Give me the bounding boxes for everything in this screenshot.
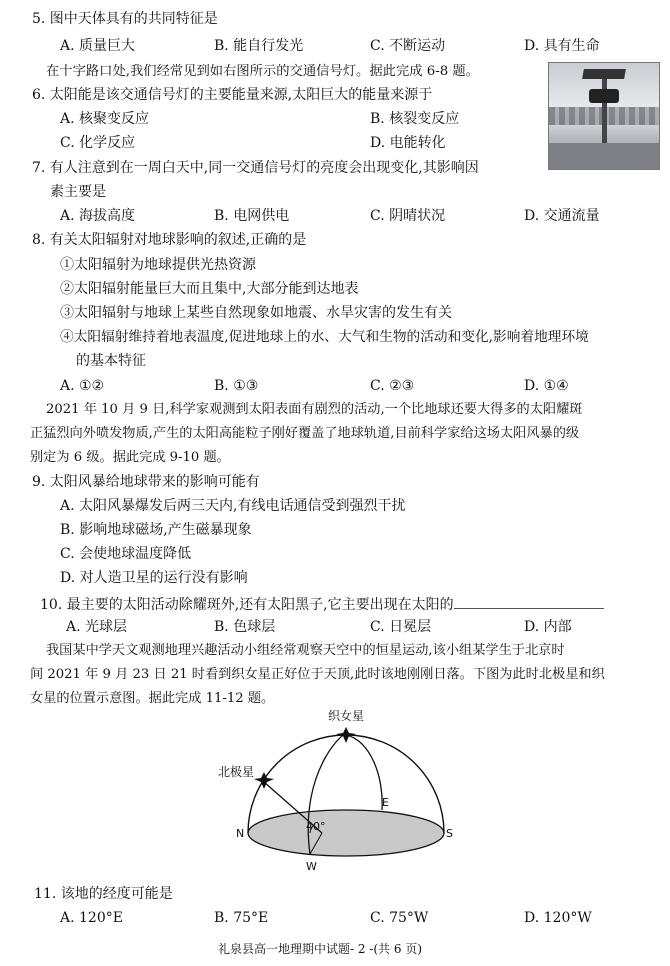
q9-option-b: B. 影响地球磁场,产生磁暴现象 xyxy=(60,522,252,538)
q7-option-c: C. 阴晴状况 xyxy=(370,208,446,224)
intro-9-10-line3: 别定为 6 级。据此完成 9-10 题。 xyxy=(30,450,230,465)
q10-option-c: C. 日冕层 xyxy=(370,619,432,635)
q11-option-c: C. 75°W xyxy=(370,910,429,926)
q7-stem-line1: 7. 有人注意到在一周白天中,同一交通信号灯的亮度会出现变化,其影响因 xyxy=(32,160,479,176)
label-south: S xyxy=(446,827,453,840)
photo-solar-panel xyxy=(582,69,626,79)
q6-option-b: B. 核裂变反应 xyxy=(370,111,460,127)
label-north: N xyxy=(236,827,245,840)
prime-vertical-arc-east xyxy=(346,735,382,810)
q7-stem-line2: 素主要是 xyxy=(50,184,106,200)
q11-option-d: D. 120°W xyxy=(524,910,592,926)
page-footer: 礼泉县高一地理期中试题- 2 -(共 6 页) xyxy=(218,942,423,956)
q10-stem xyxy=(40,594,604,614)
q11-option-b: B. 75°E xyxy=(214,910,269,926)
q9-option-a: A. 太阳风暴爆发后两三天内,有线电话通信受到强烈干扰 xyxy=(60,498,406,514)
q5-option-b: B. 能自行发光 xyxy=(214,38,304,54)
q10-option-d: D. 内部 xyxy=(524,619,572,635)
q10-answer-blank xyxy=(454,594,604,609)
label-polaris: 北极星 xyxy=(218,765,255,779)
photo-road xyxy=(549,143,659,169)
intro-9-10-line2: 正猛烈向外喷发物质,产生的太阳高能粒子刚好覆盖了地球轨道,目前科学家给这场太阳风暴的级 xyxy=(30,426,580,441)
q6-option-a: A. 核聚变反应 xyxy=(60,111,150,127)
q10-option-b: B. 色球层 xyxy=(214,619,276,635)
q6-option-c: C. 化学反应 xyxy=(60,135,136,151)
intro-9-10-line1: 2021 年 10 月 9 日,科学家观测到太阳表面有剧烈的活动,一个比地球还要大得多的太阳耀斑 xyxy=(46,402,583,417)
photo-signal-box xyxy=(589,89,619,103)
q8-option-c: C. ②③ xyxy=(370,378,415,394)
celestial-sphere-diagram xyxy=(210,706,470,882)
q5-option-a: A. 质量巨大 xyxy=(60,38,136,54)
q8-statement-1: ①太阳辐射为地球提供光热资源 xyxy=(60,257,256,273)
horizon-plane xyxy=(248,810,444,856)
q6-stem: 6. 太阳能是该交通信号灯的主要能量来源,太阳巨大的能量来源于 xyxy=(32,87,433,103)
q9-option-d: D. 对人造卫星的运行没有影响 xyxy=(60,570,248,586)
intro-11-12-line1: 我国某中学天文观测地理兴趣活动小组经常观察天空中的恒星运动,该小组某学生于北京时 xyxy=(46,643,565,658)
traffic-light-photo xyxy=(548,62,660,170)
intro-6-8: 在十字路口处,我们经常见到如右图所示的交通信号灯。据此完成 6-8 题。 xyxy=(46,64,479,79)
q8-option-a: A. ①② xyxy=(60,378,105,394)
q6-option-d: D. 电能转化 xyxy=(370,135,446,151)
q8-statement-4b: 的基本特征 xyxy=(76,353,146,369)
q9-option-c: C. 会使地球温度降低 xyxy=(60,546,192,562)
q8-stem: 8. 有关太阳辐射对地球影响的叙述,正确的是 xyxy=(32,232,307,248)
q8-statement-2: ②太阳辐射能量巨大而且集中,大部分能到达地表 xyxy=(60,281,359,297)
q7-option-d: D. 交通流量 xyxy=(524,208,600,224)
label-vega: 织女星 xyxy=(328,709,365,723)
intro-11-12-line3: 女星的位置示意图。据此完成 11-12 题。 xyxy=(30,691,275,706)
q5-stem: 5. 图中天体具有的共同特征是 xyxy=(32,11,218,27)
label-east: E xyxy=(382,796,389,809)
q8-statement-3: ③太阳辐射与地球上某些自然现象如地震、水旱灾害的发生有关 xyxy=(60,305,452,321)
q11-option-a: A. 120°E xyxy=(60,910,123,926)
q7-option-b: B. 电网供电 xyxy=(214,208,290,224)
intro-11-12-line2: 间 2021 年 9 月 23 日 21 时看到织女星正好位于天顶,此时该地刚刚日落。下图为此时北极星和织 xyxy=(30,667,605,682)
label-west: W xyxy=(306,860,317,873)
q10-option-a: A. 光球层 xyxy=(66,619,128,635)
q11-stem: 11. 该地的经度可能是 xyxy=(34,886,173,902)
label-angle: 40° xyxy=(306,820,326,833)
q8-option-d: D. ①④ xyxy=(524,378,569,394)
q8-statement-4a: ④太阳辐射维持着地表温度,促进地球上的水、大气和生物的活动和变化,影响着地理环境 xyxy=(60,329,589,345)
q5-option-d: D. 具有生命 xyxy=(524,38,600,54)
q7-option-a: A. 海拔高度 xyxy=(60,208,136,224)
polaris-star-icon xyxy=(254,772,274,789)
q5-option-c: C. 不断运动 xyxy=(370,38,446,54)
q10-stem-text: 10. 最主要的太阳活动除耀斑外,还有太阳黑子,它主要出现在太阳的 xyxy=(40,597,454,613)
q9-stem: 9. 太阳风暴给地球带来的影响可能有 xyxy=(32,474,260,490)
q8-option-b: B. ①③ xyxy=(214,378,259,394)
